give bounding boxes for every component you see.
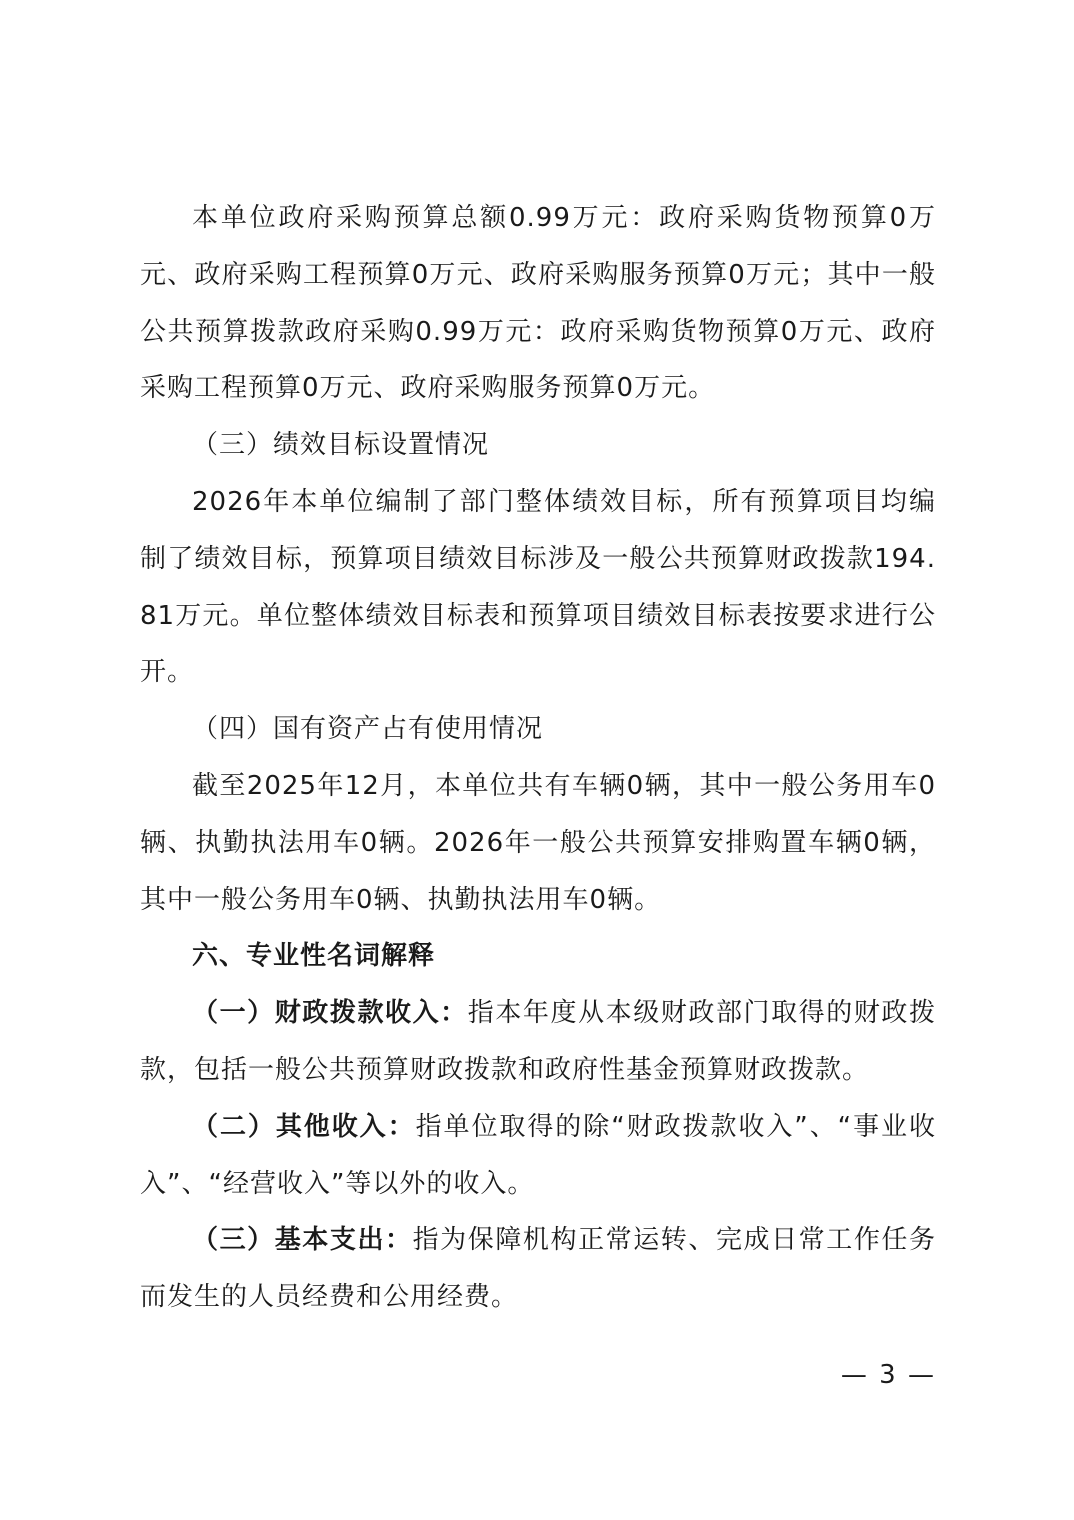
glossary-item-other-income — [140, 1099, 936, 1213]
glossary-item-fiscal-appropriation — [140, 985, 936, 1099]
glossary-item-basic-expenditure — [140, 1212, 936, 1326]
performance-heading: （三）绩效目标设置情况 — [192, 430, 490, 461]
glossary-definition: 指为保障机构正常运转、完成日常工作任务而发生的人员经费和公用经费。 — [140, 1225, 936, 1313]
glossary-term: （二）其他收入： — [192, 1111, 416, 1142]
page-number: — 3 — — [840, 1360, 936, 1390]
glossary-definition: 指本年度从本级财政部门取得的财政拨款，包括一般公共预算财政拨款和政府性基金预算财政拨款。 — [140, 998, 936, 1085]
assets-heading: （四）国有资产占有使用情况 — [192, 714, 544, 745]
assets-paragraph: 截至2025年12月，本单位共有车辆0辆，其中一般公务用车0辆、执勤执法用车0辆。2026年一般公共预算安排购置车辆0辆，其中一般公务用车0辆、执勤执法用车0辆。 — [140, 770, 936, 915]
document-body — [140, 190, 936, 1326]
glossary-term: （一）财政拨款收入： — [192, 998, 468, 1029]
glossary-heading: 六、专业性名词解释 — [192, 941, 436, 972]
procurement-paragraph: 本单位政府采购预算总额0.99万元：政府采购货物预算0万元、政府采购工程预算0万元、政府采购服务预算0万元；其中一般公共预算拨款政府采购0.99万元：政府采购货物预算0万元、政府采购工程预算0万元、政府采购服务预算0万元。 — [140, 203, 936, 404]
glossary-definition: 指单位取得的除“财政拨款收入”、“事业收入”、“经营收入”等以外的收入。 — [140, 1111, 936, 1199]
glossary-term: （三）基本支出： — [192, 1225, 413, 1256]
performance-paragraph: 2026年本单位编制了部门整体绩效目标，所有预算项目均编制了绩效目标，预算项目绩效目标涉及一般公共预算财政拨款194.81万元。单位整体绩效目标表和预算项目绩效目标表按要求进行公开。 — [140, 486, 936, 688]
